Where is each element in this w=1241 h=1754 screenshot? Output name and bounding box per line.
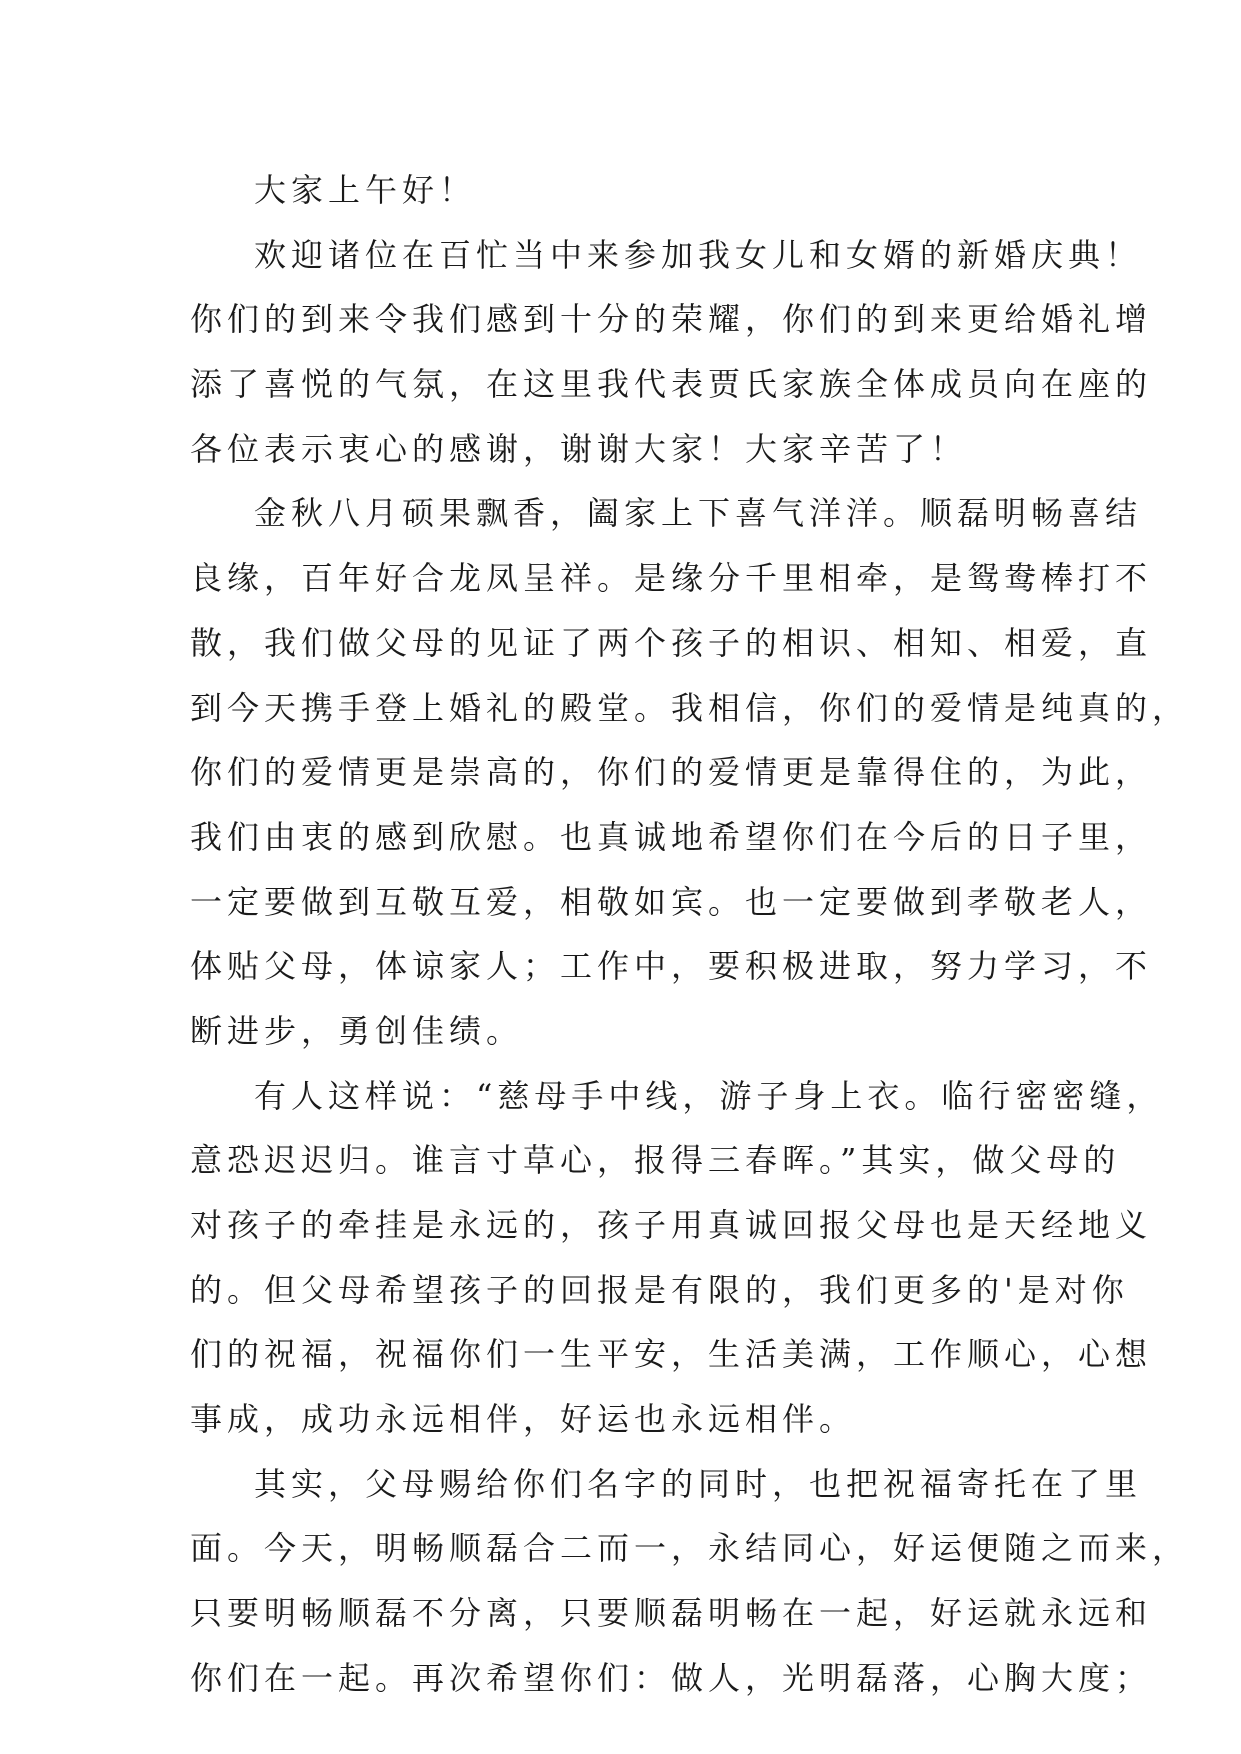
text-line: 断进步，勇创佳绩。 xyxy=(190,1011,524,1050)
text-line: 散，我们做父母的见证了两个孩子的相识、相知、相爱，直 xyxy=(190,623,1153,662)
text-line: 体贴父母，体谅家人；工作中，要积极进取，努力学习，不 xyxy=(190,947,1153,986)
text-line: 只要明畅顺磊不分离，只要顺磊明畅在一起，好运就永远和 xyxy=(190,1594,1153,1633)
text-line: 到今天携手登上婚礼的殿堂。我相信，你们的爱情是纯真的， xyxy=(190,688,1190,727)
text-line: 们的祝福，祝福你们一生平安，生活美满，工作顺心，心想 xyxy=(190,1335,1153,1374)
text-line: 意恐迟迟归。谁言寸草心，报得三春晖。”其实，做父母的 xyxy=(190,1141,1121,1180)
text-line: 有人这样说：“慈母手中线，游子身上衣。临行密密缝， xyxy=(254,1076,1164,1115)
speech-body xyxy=(190,158,1190,1711)
text-line: 你们在一起。再次希望你们：做人，光明磊落，心胸大度； xyxy=(190,1658,1153,1697)
text-line: 大家上午好！ xyxy=(254,171,477,209)
text-line: 其实，父母赐给你们名字的同时，也把祝福寄托在了里 xyxy=(254,1464,1143,1503)
text-line: 欢迎诸位在百忙当中来参加我女儿和女婿的新婚庆典！ xyxy=(254,235,1143,274)
text-line: 你们的到来令我们感到十分的荣耀，你们的到来更给婚礼增 xyxy=(190,300,1153,339)
text-line: 各位表示衷心的感谢，谢谢大家！大家辛苦了！ xyxy=(190,429,968,468)
text-line: 事成，成功永远相伴，好运也永远相伴。 xyxy=(190,1400,857,1439)
text-line: 的。但父母希望孩子的回报是有限的，我们更多的'是对你 xyxy=(190,1270,1129,1309)
text-line: 良缘，百年好合龙凤呈祥。是缘分千里相牵，是鸳鸯棒打不 xyxy=(190,559,1153,598)
text-line: 添了喜悦的气氛，在这里我代表贾氏家族全体成员向在座的 xyxy=(190,365,1153,404)
text-line: 金秋八月硕果飘香，阖家上下喜气洋洋。顺磊明畅喜结 xyxy=(254,494,1143,533)
text-line: 我们由衷的感到欣慰。也真诚地希望你们在今后的日子里， xyxy=(190,817,1153,856)
text-line: 你们的爱情更是崇高的，你们的爱情更是靠得住的，为此， xyxy=(190,753,1153,792)
text-line: 一定要做到互敬互爱，相敬如宾。也一定要做到孝敬老人， xyxy=(190,882,1153,921)
text-line: 面。今天，明畅顺磊合二而一，永结同心，好运便随之而来， xyxy=(190,1529,1190,1568)
text-line: 对孩子的牵挂是永远的，孩子用真诚回报父母也是天经地义 xyxy=(190,1206,1153,1244)
